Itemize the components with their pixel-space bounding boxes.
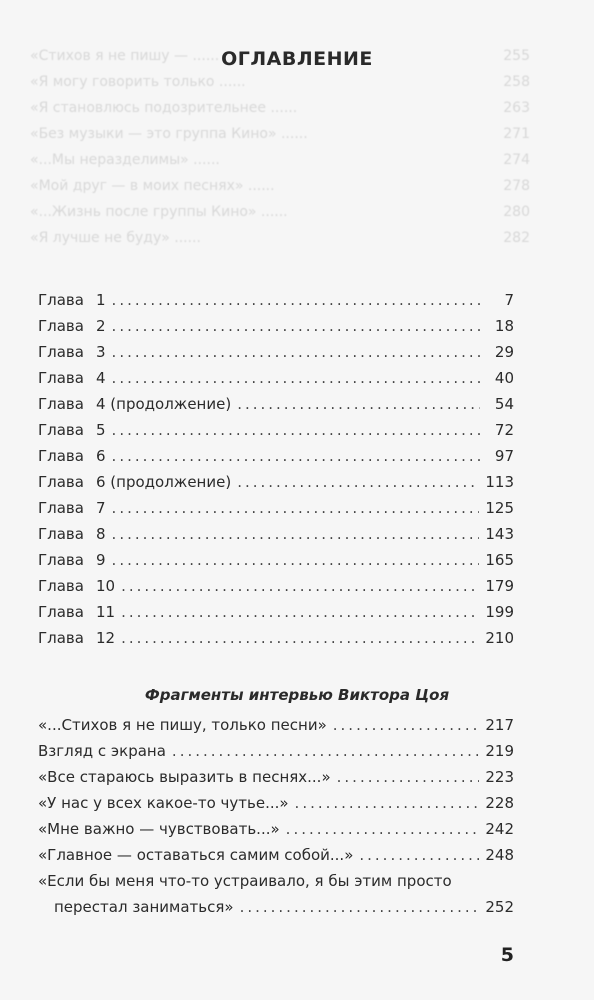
- toc-entry-chapter[interactable]: [38, 443, 514, 469]
- dot-leader: [112, 365, 480, 391]
- dot-leader: [121, 625, 479, 651]
- bleed-through-text: [0, 38, 594, 268]
- chapter-title: [38, 391, 231, 417]
- toc-entry-interview[interactable]: [38, 842, 514, 868]
- chapter-title: [38, 365, 106, 391]
- bleed-through-text: «...Жизнь после группы Кино» ......: [30, 204, 288, 220]
- chapter-word: Глава: [38, 499, 84, 517]
- chapter-title: [38, 469, 231, 495]
- dot-leader: [337, 764, 480, 790]
- bleed-through-page: 280: [503, 204, 530, 220]
- chapter-number: 10: [96, 577, 116, 595]
- interview-page-number: 217: [485, 716, 514, 734]
- interviews-heading: Фрагменты интервью Виктора Цоя: [144, 686, 450, 704]
- toc-entry-chapter[interactable]: [38, 469, 514, 495]
- interview-title: «...Стихов я не пишу, только песни»: [38, 716, 327, 734]
- bleed-through-text: «Стихов я не пишу — ......: [30, 48, 220, 64]
- chapter-page-number: 72: [494, 421, 514, 439]
- chapter-title: [38, 495, 106, 521]
- chapter-title: [38, 313, 106, 339]
- bleed-through-row: [30, 74, 530, 90]
- chapter-number: 5: [96, 421, 106, 439]
- chapter-word: Глава: [38, 577, 84, 595]
- toc-entry-chapter[interactable]: [38, 339, 514, 365]
- chapter-page-number: 210: [485, 629, 514, 647]
- chapter-page-number: 199: [485, 603, 514, 621]
- chapter-page-number: 113: [485, 473, 514, 491]
- chapter-title: [38, 547, 106, 573]
- chapter-word: Глава: [38, 395, 84, 413]
- chapter-title: [38, 625, 115, 651]
- bleed-through-page: 263: [503, 100, 530, 116]
- chapter-page-number: 40: [494, 369, 514, 387]
- toc-entry-interview[interactable]: [38, 816, 514, 842]
- chapter-title: [38, 443, 106, 469]
- bleed-through-page: 282: [503, 230, 530, 246]
- chapter-number: 9: [96, 551, 106, 569]
- bleed-through-row: [30, 152, 530, 168]
- dot-leader: [112, 547, 480, 573]
- chapter-list: [38, 287, 514, 651]
- bleed-through-page: 278: [503, 178, 530, 194]
- dot-leader: [237, 391, 480, 417]
- dot-leader: [112, 339, 480, 365]
- interview-title: Взгляд с экрана: [38, 742, 166, 760]
- chapter-word: Глава: [38, 291, 84, 309]
- chapter-page-number: 179: [485, 577, 514, 595]
- chapter-word: Глава: [38, 603, 84, 621]
- bleed-through-text: «...Мы неразделимы» ......: [30, 152, 220, 168]
- chapter-title: [38, 599, 115, 625]
- chapter-number: 2: [96, 317, 106, 335]
- entry-title-line1: «Если бы меня что-то устраивало, я бы этим просто: [38, 872, 452, 890]
- bleed-through-row: [30, 230, 530, 246]
- chapter-number: 4 (продолжение): [96, 395, 232, 413]
- dot-leader: [112, 417, 480, 443]
- bleed-through-page: 274: [503, 152, 530, 168]
- bleed-through-text: «Мой друг — в моих песнях» ......: [30, 178, 275, 194]
- chapter-number: 6: [96, 447, 106, 465]
- dot-leader: [240, 894, 480, 920]
- interview-title: «Мне важно — чувствовать...»: [38, 820, 280, 838]
- interview-page-number: 248: [485, 846, 514, 864]
- toc-entry-chapter[interactable]: [38, 573, 514, 599]
- chapter-page-number: 125: [485, 499, 514, 517]
- chapter-word: Глава: [38, 551, 84, 569]
- chapter-word: Глава: [38, 317, 84, 335]
- chapter-title: [38, 417, 106, 443]
- bleed-through-row: [30, 126, 530, 142]
- chapter-number: 12: [96, 629, 116, 647]
- interview-title: «Главное — оставаться самим собой...»: [38, 846, 354, 864]
- chapter-word: Глава: [38, 447, 84, 465]
- interview-page-number: 242: [485, 820, 514, 838]
- dot-leader: [112, 313, 480, 339]
- dot-leader: [286, 816, 480, 842]
- dot-leader: [333, 712, 480, 738]
- entry-page-number: 252: [485, 898, 514, 916]
- toc-entry-interview[interactable]: [38, 738, 514, 764]
- page-title: ОГЛАВЛЕНИЕ: [221, 48, 373, 70]
- interview-page-number: 223: [485, 768, 514, 786]
- dot-leader: [359, 842, 479, 868]
- dot-leader: [112, 443, 480, 469]
- page-number: 5: [500, 944, 514, 966]
- bleed-through-text: «Без музыки — это группа Кино» ......: [30, 126, 308, 142]
- dot-leader: [112, 287, 480, 313]
- interview-list: [38, 712, 514, 868]
- chapter-word: Глава: [38, 369, 84, 387]
- toc-entry-chapter[interactable]: [38, 599, 514, 625]
- toc-entry-chapter[interactable]: [38, 313, 514, 339]
- chapter-number: 3: [96, 343, 106, 361]
- bleed-through-page: 271: [503, 126, 530, 142]
- bleed-through-page: 255: [503, 48, 530, 64]
- bleed-through-row: [30, 178, 530, 194]
- toc-entry-chapter[interactable]: [38, 365, 514, 391]
- toc-entry-chapter[interactable]: [38, 547, 514, 573]
- chapter-number: 8: [96, 525, 106, 543]
- bleed-through-text: «Я могу говорить только ......: [30, 74, 246, 90]
- chapter-word: Глава: [38, 473, 84, 491]
- chapter-page-number: 165: [485, 551, 514, 569]
- interview-title: «У нас у всех какое-то чутье...»: [38, 794, 289, 812]
- bleed-through-text: «Я лучше не буду» ......: [30, 230, 201, 246]
- chapter-title: [38, 521, 106, 547]
- toc-entry-chapter[interactable]: [38, 391, 514, 417]
- chapter-title: [38, 573, 115, 599]
- dot-leader: [121, 599, 479, 625]
- dot-leader: [121, 573, 479, 599]
- chapter-page-number: 7: [504, 291, 514, 309]
- toc-entry-chapter[interactable]: [38, 521, 514, 547]
- chapter-word: Глава: [38, 525, 84, 543]
- dot-leader: [112, 495, 480, 521]
- bleed-through-row: [30, 204, 530, 220]
- chapter-title: [38, 287, 106, 313]
- chapter-word: Глава: [38, 343, 84, 361]
- chapter-page-number: 143: [485, 525, 514, 543]
- chapter-number: 11: [96, 603, 116, 621]
- interview-page-number: 228: [485, 794, 514, 812]
- dot-leader: [172, 738, 479, 764]
- dot-leader: [237, 469, 479, 495]
- toc-entry-interview[interactable]: [38, 764, 514, 790]
- toc-entry-chapter[interactable]: [38, 495, 514, 521]
- chapter-number: 6 (продолжение): [96, 473, 232, 491]
- chapter-page-number: 18: [494, 317, 514, 335]
- interview-title: «Все стараюсь выразить в песнях...»: [38, 768, 331, 786]
- chapter-number: 4: [96, 369, 106, 387]
- chapter-number: 1: [96, 291, 106, 309]
- toc-entry-chapter[interactable]: [38, 625, 514, 651]
- toc-entry-interview[interactable]: [38, 712, 514, 738]
- chapter-page-number: 29: [494, 343, 514, 361]
- toc-entry-chapter[interactable]: [38, 287, 514, 313]
- bleed-through-text: «Я становлюсь подозрительнее ......: [30, 100, 298, 116]
- bleed-through-row: [30, 100, 530, 116]
- interview-page-number: 219: [485, 742, 514, 760]
- toc-entry-chapter[interactable]: [38, 417, 514, 443]
- dot-leader: [295, 790, 480, 816]
- dot-leader: [112, 521, 480, 547]
- bleed-through-page: 258: [503, 74, 530, 90]
- toc-entry-last-interview[interactable]: [38, 868, 514, 920]
- toc-entry-interview[interactable]: [38, 790, 514, 816]
- entry-title-line2: перестал заниматься»: [54, 898, 234, 916]
- chapter-number: 7: [96, 499, 106, 517]
- chapter-page-number: 54: [494, 395, 514, 413]
- chapter-word: Глава: [38, 421, 84, 439]
- chapter-page-number: 97: [494, 447, 514, 465]
- chapter-word: Глава: [38, 629, 84, 647]
- chapter-title: [38, 339, 106, 365]
